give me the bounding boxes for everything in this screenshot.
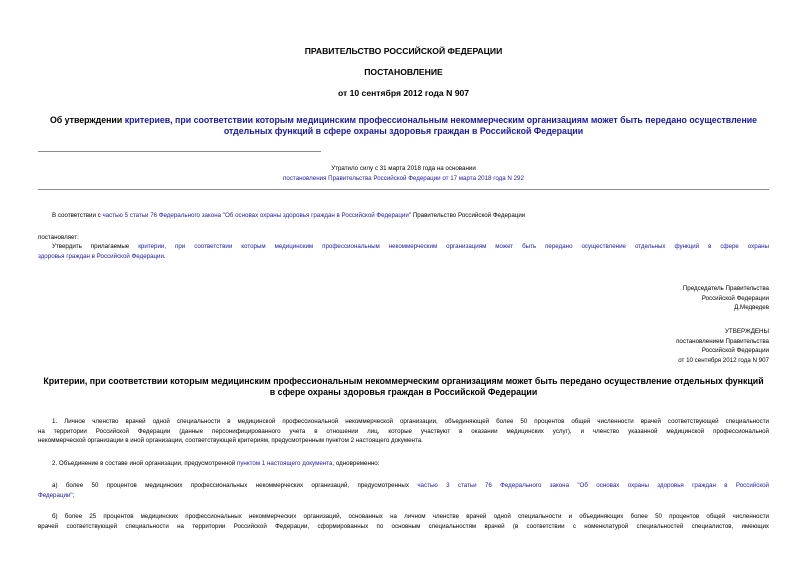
criteria-title-line2: в сфере охраны здоровья граждан в Российской Федерации <box>269 387 538 397</box>
approved-line4: от 10 сентября 2012 года N 907 <box>678 356 769 364</box>
criteria-link-cont[interactable]: отдельных функций в сфере охраны здоровья граждан в Российской Федерации <box>223 126 584 136</box>
point-1-link[interactable]: пунктом 1 настоящего документа <box>236 460 333 467</box>
item-b-line1: б) более 25 процентов медицинских профессиональных некоммерческих организаций, основанных на личном членстве врачей одной специальности и объединяющих более 50 процентов общей численности <box>52 513 769 520</box>
item-a <box>38 481 769 500</box>
approve-text: Утвердить прилагаемые <box>52 243 139 250</box>
law-link[interactable]: частью 5 статьи 76 Федерального закона "Об основах охраны здоровья граждан в Российской Федерации" <box>102 212 412 219</box>
article-76-link[interactable]: частью 3 статьи 76 Федерального закона "Об основах охраны здоровья граждан в Российской <box>417 482 769 489</box>
approved-criteria-link[interactable]: критерии, при соответствии которым медицинским профессиональным некоммерческим организациям может быть передано осуществление отдельных функций в сфере охраны <box>138 243 769 250</box>
doc-title-prefix: Об утверждении <box>49 115 125 125</box>
item-a-line1 <box>38 481 769 491</box>
article-76-link-cont[interactable]: Федерации" <box>38 491 73 499</box>
signature-name: Д.Медведев <box>734 304 769 311</box>
item-b <box>38 512 769 531</box>
item-2-text: 2. Объединение в составе иной организации, предусмотренной <box>52 460 237 467</box>
preamble-text-end: Правительство Российской Федерации <box>411 212 526 219</box>
approved-line1: УТВЕРЖДЕНЫ <box>725 328 769 335</box>
signature-line1: Председатель Правительства <box>682 285 769 292</box>
item-a-text-end: ; <box>72 491 75 499</box>
item-2-text-end: , одновременно: <box>332 460 380 467</box>
approve-paragraph <box>38 242 769 261</box>
item-1 <box>38 417 769 446</box>
signature-line2: Российской Федерации <box>701 294 769 302</box>
item-a-line2 <box>38 491 769 501</box>
separator-short <box>38 151 321 152</box>
preamble-text: В соответствии с <box>52 212 103 219</box>
criteria-title <box>10 376 797 398</box>
item-a-text: а) более 50 процентов медицинских профессиональных некоммерческих организаций, предусмотренных <box>52 482 418 489</box>
item-1-line3: некоммерческой организации в иной организации, соответствующей критериям, предусмотренным пунктом 2 настоящего документа. <box>38 437 423 444</box>
doc-title-line1 <box>10 115 797 126</box>
separator-long <box>38 189 769 190</box>
doc-title <box>10 115 797 137</box>
signature-block <box>469 284 769 313</box>
approve-line1 <box>38 242 769 252</box>
approved-line2: постановлением Правительства <box>676 337 769 345</box>
criteria-link[interactable]: критериев, при соответствии которым медицинским профессиональным некоммерческим организациям может быть передано осуществление <box>124 115 758 125</box>
approved-line3: Российской Федерации <box>701 347 769 354</box>
doc-type-heading: ПОСТАНОВЛЕНИЕ <box>364 67 443 77</box>
item-2 <box>52 459 379 469</box>
item-1-line2: на территории Российской Федерации (данные персонифицированного учета в отношении лиц, которые участвуют в оказании медицинских услуг), и членство указанной медицинской профессиональной <box>38 427 769 435</box>
criteria-title-line1: Критерии, при соответствии которым медицинским профессиональным некоммерческим организациям может быть передано осуществление отдельных функций <box>43 376 764 386</box>
org-heading: ПРАВИТЕЛЬСТВО РОССИЙСКОЙ ФЕДЕРАЦИИ <box>304 46 503 56</box>
preamble <box>52 211 525 221</box>
approve-text-end: . <box>163 252 166 260</box>
approve-line2 <box>38 252 769 262</box>
approved-block <box>469 327 769 365</box>
doc-date-number: от 10 сентября 2012 года N 907 <box>337 88 470 98</box>
item-b-line2: врачей соответствующей специальности на территории Российской Федерации, сформированных по основным специальностям врачей (в соответствии с номенклатурой специальностей специалистов, имеющих <box>38 522 769 530</box>
resolves-text: постановляет: <box>38 234 79 241</box>
status-note: Утратило силу с 31 марта 2018 года на основании <box>331 165 476 172</box>
item-1-line1: 1. Личное членство врачей одной специальности в медицинской профессиональной некоммерческой организации, объединяющей более 50 процентов общей численности врачей соответствующей специальности <box>52 418 769 425</box>
repeal-decree-link[interactable]: постановления Правительства Российской Федерации от 17 марта 2018 года N 292 <box>283 175 524 182</box>
approved-criteria-link-cont[interactable]: здоровья граждан в Российской Федерации <box>38 252 164 260</box>
